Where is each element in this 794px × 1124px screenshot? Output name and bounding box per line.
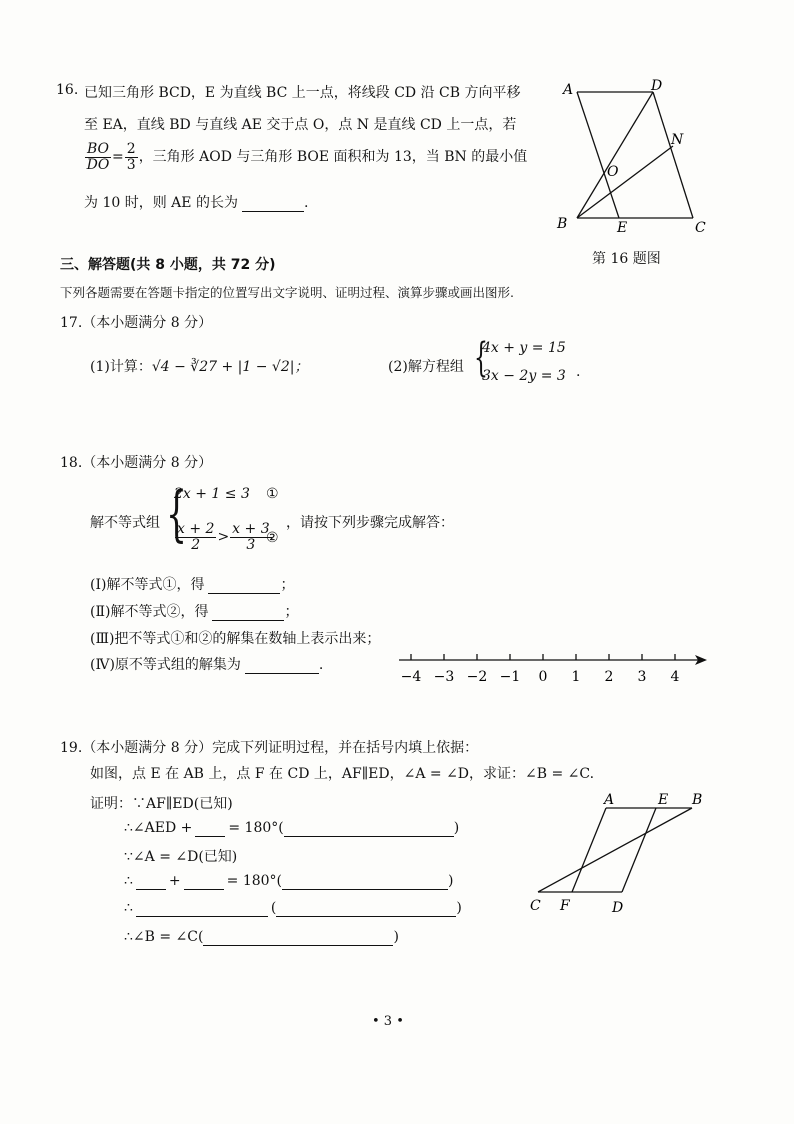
label-O: O — [607, 164, 619, 180]
q19-proof-line4: ∴ ( ) — [124, 900, 462, 916]
number-line-tick-label: 4 — [670, 669, 680, 685]
q16-figure — [555, 74, 715, 242]
q18-step4: (Ⅳ)原不等式组的解集为 . — [90, 657, 324, 673]
q19-line3-blank2[interactable] — [184, 873, 224, 890]
segment-DC — [653, 92, 693, 218]
q18-inequality-2: $\frac{x + 2}{2}$ > $\frac{x + 3}{3}$ — [177, 521, 270, 553]
page-number: • 3 • — [372, 1014, 404, 1029]
q18-header: 18.（本小题满分 8 分） — [60, 455, 213, 471]
q19-proof-line1: ∴∠AED + = 180°( ) — [124, 820, 460, 836]
label-A: A — [563, 82, 574, 98]
number-line-tick-label: 1 — [571, 669, 581, 685]
label-E: E — [658, 792, 669, 808]
label-C: C — [695, 220, 706, 236]
q18-step1: (Ⅰ)解不等式①，得 ； — [90, 577, 295, 593]
q16-line2: 至 EA，直线 BD 与直线 AE 交于点 O，点 N 是直线 CD 上一点，若 — [84, 117, 517, 133]
label-D: D — [612, 900, 624, 916]
q19-line4-blank[interactable] — [136, 900, 268, 917]
q16-answer-blank[interactable] — [242, 195, 304, 212]
section3-instruction: 下列各题需要在答题卡指定的位置写出文字说明、证明过程、演算步骤或画出图形. — [60, 285, 514, 300]
q19-figure — [522, 788, 722, 918]
q16-fraction-bo-do: $\frac{BO}{DO}$ — [86, 141, 110, 173]
q18-inequality-1: 2x + 1 ≤ 3 — [174, 486, 250, 502]
q16-line1: 已知三角形 BCD，E 为直线 BC 上一点，将线段 CD 沿 CB 方向平移 — [84, 85, 521, 101]
q19-proof-line2: ∵∠A = ∠D(已知) — [124, 849, 238, 865]
q18-system: 解不等式组 { 2x + 1 ≤ 3 ① $\frac{x + 2}{2}$ > $\frac{x + 3}{3}$ ② ，请按下列步骤完成解答： — [90, 479, 454, 553]
q18-step1-blank[interactable] — [208, 577, 280, 594]
q19-proof-line5: ∴∠B = ∠C( ) — [124, 929, 399, 945]
q19-line3-reason-blank[interactable] — [282, 873, 448, 890]
q17-equation-2: 3x − 2y = 3 — [482, 368, 566, 384]
segment-BD — [577, 92, 653, 218]
segment-AE — [577, 92, 619, 218]
q17-equation-1: 4x + y = 15 — [482, 340, 566, 356]
q19-statement: 如图，点 E 在 AB 上，点 F 在 CD 上，AF∥ED，∠A = ∠D，求证：∠B = ∠C. — [90, 766, 595, 782]
q16-line3-rest: ，三角形 AOD 与三角形 BOE 面积和为 13，当 BN 的最小值 — [138, 149, 528, 166]
label-A: A — [604, 792, 615, 808]
number-line-tick-label: −4 — [400, 669, 422, 685]
label-E: E — [617, 220, 628, 236]
number-line-tick-label: −3 — [433, 669, 455, 685]
q19-line1-blank1[interactable] — [195, 820, 225, 837]
q19-line4-reason-blank[interactable] — [276, 900, 456, 917]
q19-line1-reason-blank[interactable] — [284, 820, 454, 837]
label-C: C — [530, 898, 541, 914]
q16-number: 16. — [56, 82, 79, 98]
number-line-tick-label: 2 — [604, 669, 614, 685]
q18-step4-blank[interactable] — [245, 657, 319, 674]
q19-header: 19.（本小题满分 8 分）完成下列证明过程，并在括号内填上依据： — [60, 740, 479, 756]
q19-line5-reason-blank[interactable] — [203, 929, 393, 946]
q16-figure-caption: 第 16 题图 — [592, 251, 661, 267]
q19-proof-label: 证明：∵AF∥ED(已知) — [90, 796, 233, 812]
number-line-tick-label: −2 — [466, 669, 488, 685]
q19-proof-line3: ∴ + = 180°( ) — [124, 873, 454, 889]
number-line-tick-label: 3 — [637, 669, 647, 685]
number-line-tick-label: 0 — [538, 669, 548, 685]
segment-ED — [622, 808, 656, 892]
q18-step2-blank[interactable] — [212, 604, 284, 621]
q16-line3: $\frac{BO}{DO}$ = $\frac{2}{3}$ ，三角形 AOD 与三角形 BOE 面积和为 13，当 BN 的最小值 — [86, 141, 528, 173]
label-N: N — [671, 132, 684, 148]
segment-BC — [538, 808, 692, 892]
q17-header: 17.（本小题满分 8 分） — [60, 315, 213, 331]
label-B: B — [557, 216, 568, 232]
q18-number-line[interactable] — [395, 648, 713, 688]
q17-part1: (1)计算：√4 − ∛27 + |1 − √2|； — [90, 359, 309, 375]
q16-line4: 为 10 时，则 AE 的长为 . — [84, 195, 309, 211]
q18-step2: (Ⅱ)解不等式②，得 ； — [90, 604, 299, 620]
label-D: D — [651, 78, 663, 94]
label-B: B — [692, 792, 703, 808]
segment-AF — [572, 808, 606, 892]
section3-title: 三、解答题(共 8 小题，共 72 分) — [60, 257, 276, 273]
segment-BN — [577, 146, 673, 218]
q17-part1-expression: √4 − ∛27 + |1 − √2|； — [151, 359, 309, 375]
label-F: F — [560, 898, 570, 914]
q18-step3: (Ⅲ)把不等式①和②的解集在数轴上表示出来； — [90, 631, 381, 647]
q19-line3-blank1[interactable] — [136, 873, 166, 890]
q16-fraction-2-3: $\frac{2}{3}$ — [126, 141, 136, 173]
number-line-tick-label: −1 — [499, 669, 521, 685]
